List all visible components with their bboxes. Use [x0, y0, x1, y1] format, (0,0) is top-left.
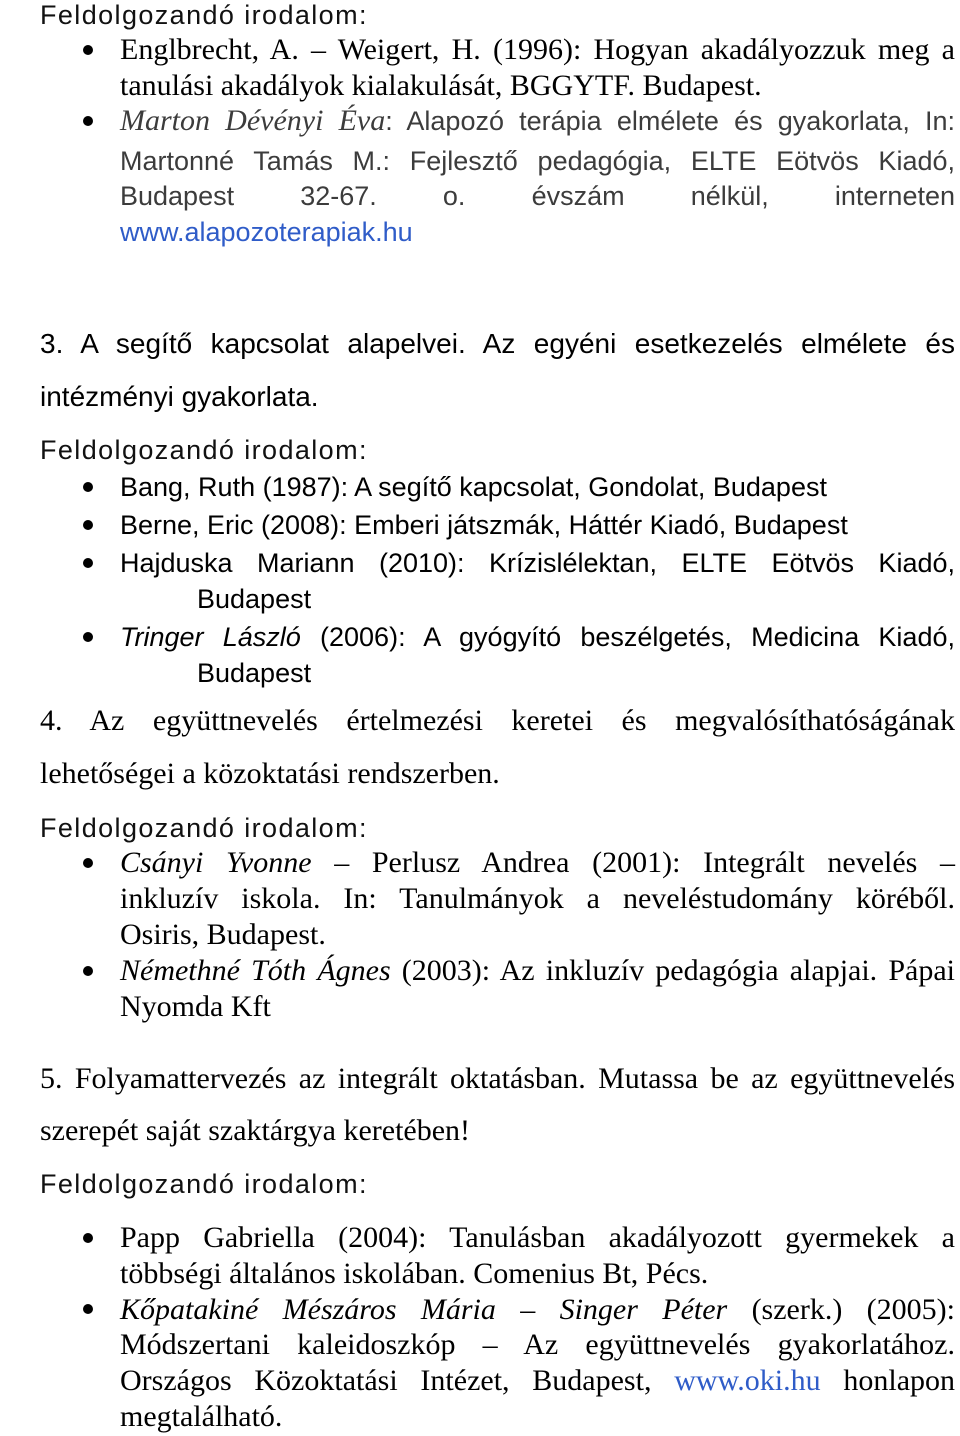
ref-line — [120, 32, 955, 68]
ref-text: Nyomda Kft — [120, 990, 271, 1023]
ref-line — [120, 179, 955, 215]
ref-line — [120, 917, 955, 953]
ref-line — [120, 1327, 955, 1363]
ref-text: : Alapozó terápia elmélete és gyakorlata, In: — [385, 106, 956, 136]
ref-link[interactable]: www.oki.hu — [674, 1364, 821, 1398]
ref-text: Budapest 32-67. o. évszám nélkül, interneten — [120, 181, 955, 211]
ref-line — [120, 953, 955, 989]
section-line — [40, 1053, 955, 1105]
ref-text: (2006): A gyógyító beszélgetés, Medicina Kiadó, — [300, 622, 955, 652]
ref-line — [120, 881, 955, 917]
ref-author: Tringer László — [120, 622, 301, 652]
ref-line — [120, 545, 955, 581]
reading-list-heading: Feldolgozandó irodalom: — [40, 813, 368, 843]
ref-text: Papp Gabriella (2004): Tanulásban akadályozott gyermekek a — [120, 1221, 955, 1254]
ref-text: Országos Közoktatási Intézet, Budapest, — [120, 1364, 652, 1398]
ref-line — [120, 1363, 955, 1399]
ref-line — [120, 103, 955, 144]
ref-line — [120, 507, 955, 543]
section-title: intézményi gyakorlata. — [40, 381, 319, 412]
bullet-icon — [83, 520, 93, 530]
reading-list — [120, 1220, 955, 1435]
list-item — [120, 619, 955, 691]
list-item — [120, 545, 955, 617]
ref-line — [120, 1256, 955, 1292]
list-item — [120, 32, 955, 103]
section-title: Az együttnevelés értelmezési keretei és megvalósíthatóságának — [89, 704, 955, 737]
section-number: 3. — [40, 328, 64, 359]
ref-author: Némethné Tóth Ágnes — [120, 954, 391, 987]
section-title: szerepét saját szaktárgya keretében! — [40, 1114, 471, 1147]
bullet-icon — [83, 966, 93, 976]
reading-list-heading: Feldolgozandó irodalom: — [40, 1169, 368, 1199]
section-title: Folyamattervezés az integrált oktatásban. Mutassa be az együttnevelés — [74, 1062, 956, 1095]
ref-line — [120, 655, 955, 691]
ref-author: Marton Dévényi Éva — [120, 104, 386, 137]
ref-text: tanulási akadályok kialakulását, BGGYTF. Budapest. — [120, 68, 762, 102]
list-item — [120, 845, 955, 953]
reading-list — [120, 32, 955, 250]
section-3-heading — [40, 317, 955, 423]
reading-list-heading: Feldolgozandó irodalom: — [40, 0, 368, 30]
ref-line — [120, 1399, 955, 1435]
ref-text: Módszertani kaleidoszkóp – Az együttnevelés gyakorlatához. — [120, 1328, 955, 1362]
ref-text: – Perlusz Andrea (2001): Integrált nevelés – — [311, 846, 955, 879]
ref-text: (szerk.) (2005): — [727, 1292, 955, 1326]
ref-text: Englbrecht, A. – Weigert, H. (1996): Hogyan akadályozzuk meg a — [120, 33, 955, 66]
bullet-icon — [83, 1304, 93, 1314]
ref-text: többségi általános iskolában. Comenius Bt, Pécs. — [120, 1256, 709, 1290]
list-item — [120, 507, 955, 543]
section-number: 5. — [40, 1062, 63, 1095]
section-number: 4. — [40, 704, 63, 737]
ref-line — [120, 144, 955, 180]
ref-line — [120, 1220, 955, 1256]
ref-author: Csányi Yvonne — [120, 846, 312, 879]
ref-line — [120, 619, 955, 655]
ref-line — [120, 989, 955, 1025]
ref-text: megtalálható. — [120, 1399, 283, 1433]
reading-list — [120, 469, 955, 691]
ref-line — [120, 469, 955, 505]
section-line — [40, 1105, 955, 1157]
ref-author: Kőpatakiné Mészáros Mária – Singer Péter — [120, 1292, 728, 1326]
ref-text: Martonné Tamás M.: Fejlesztő pedagógia, ELTE Eötvös Kiadó, — [120, 145, 955, 176]
list-item — [120, 469, 955, 505]
section-5-heading — [40, 1053, 955, 1157]
list-item — [120, 1292, 955, 1435]
ref-line — [120, 845, 955, 881]
section-line — [40, 317, 955, 370]
bullet-icon — [83, 858, 93, 868]
list-item — [120, 953, 955, 1025]
section-line — [40, 370, 955, 423]
ref-text: Hajduska Mariann (2010): Krízislélektan, ELTE Eötvös Kiadó, — [120, 548, 955, 578]
ref-line — [120, 581, 955, 617]
section-title: lehetőségei a közoktatási rendszerben. — [40, 757, 500, 790]
section-4-heading — [40, 694, 955, 800]
section-title: A segítő kapcsolat alapelvei. Az egyéni esetkezelés elmélete és — [80, 328, 956, 359]
ref-text: Budapest — [197, 584, 312, 614]
bullet-icon — [83, 45, 93, 55]
reading-list-heading: Feldolgozandó irodalom: — [40, 435, 368, 465]
list-item — [120, 1220, 955, 1292]
bullet-icon — [83, 632, 93, 642]
reading-list — [120, 845, 955, 1025]
section-line — [40, 694, 955, 747]
ref-text: (2003): Az inkluzív pedagógia alapjai. Pápai — [390, 954, 956, 987]
bullet-icon — [83, 482, 93, 492]
ref-line — [120, 1292, 955, 1328]
bullet-icon — [83, 1233, 93, 1243]
ref-line — [120, 215, 955, 251]
bullet-icon — [83, 116, 93, 126]
ref-line — [120, 68, 955, 104]
ref-link[interactable]: www.alapozoterapiak.hu — [120, 216, 413, 247]
ref-text: inkluzív iskola. In: Tanulmányok a neveléstudomány köréből. — [120, 882, 955, 915]
bullet-icon — [83, 558, 93, 568]
ref-text: Budapest — [197, 658, 312, 688]
ref-text: Berne, Eric (2008): Emberi játszmák, Háttér Kiadó, Budapest — [120, 510, 848, 540]
ref-text: Bang, Ruth (1987): A segítő kapcsolat, Gondolat, Budapest — [120, 472, 827, 502]
ref-text: Osiris, Budapest. — [120, 918, 326, 951]
ref-text: honlapon — [843, 1364, 956, 1398]
list-item — [120, 103, 955, 250]
section-line — [40, 747, 955, 800]
